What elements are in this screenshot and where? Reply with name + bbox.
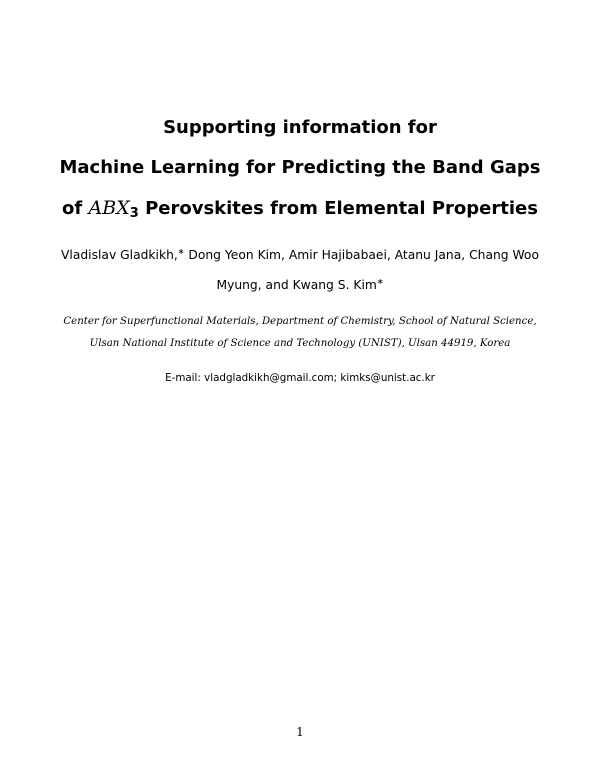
formula-abx3: [89, 197, 139, 219]
corresponding-author-mark: ∗: [376, 277, 384, 286]
authors-list-end: Myung, and Kwang S. Kim: [216, 278, 377, 292]
corresponding-author-mark: ∗: [177, 247, 185, 256]
email-addresses[interactable]: vladgladkikh@gmail.com; kimks@unist.ac.kr: [204, 372, 435, 384]
title-line-2: Machine Learning for Predicting the Band Gaps: [59, 157, 541, 178]
authors-line-1: [40, 247, 560, 263]
formula-abx: ABX: [88, 197, 130, 219]
affiliation-line-2: Ulsan National Institute of Science and Technology (UNIST), Ulsan 44919, Korea: [89, 338, 511, 349]
email-label: E-mail:: [165, 372, 201, 384]
page-number: 1: [296, 725, 304, 739]
authors-list-continued: Dong Yeon Kim, Amir Hajibabaei, Atanu Jana, Chang Woo: [184, 248, 539, 262]
affiliation-line-1: Center for Superfunctional Materials, Department of Chemistry, School of Natural Science,: [63, 316, 537, 327]
authors-line-2: [40, 277, 560, 293]
title-line-3-suffix: Perovskites from Elemental Properties: [145, 198, 538, 219]
formula-subscript: 3: [129, 206, 139, 221]
title-line-3-prefix: of: [62, 198, 83, 219]
author-gladkikh: Vladislav Gladkikh,: [61, 248, 178, 262]
email-line: [40, 371, 560, 385]
title-line-3: [40, 197, 560, 220]
title-line-1: Supporting information for: [163, 117, 437, 138]
